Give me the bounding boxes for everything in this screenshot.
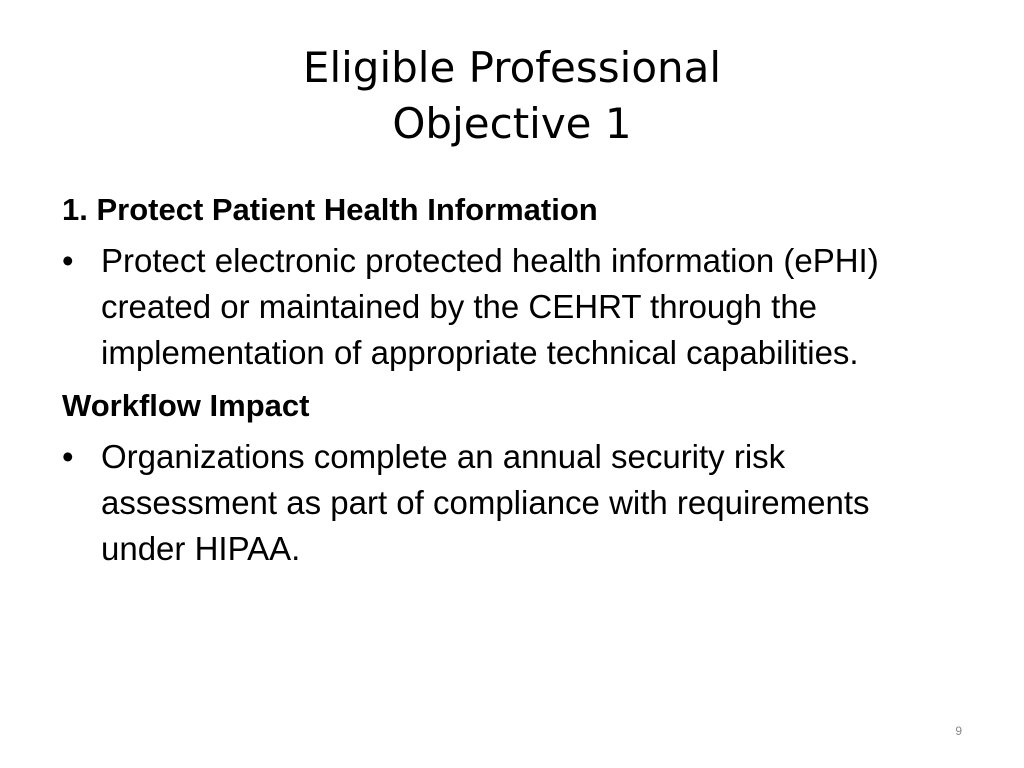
section-heading-workflow-impact: Workflow Impact — [62, 388, 310, 423]
bullet-dot-icon: • — [62, 242, 74, 279]
bullet-text: Protect electronic protected health information (ePHI) created or maintained by the CEHRT through the implementation of appropriate technical capabilities. — [101, 242, 879, 371]
bullet-item-protect-ephi — [62, 238, 962, 376]
page-number: 9 — [955, 724, 962, 738]
slide-body — [62, 188, 962, 572]
bullet-dot-icon: • — [62, 438, 74, 475]
slide-title — [0, 40, 1024, 152]
slide-title-line-2: Objective 1 — [392, 99, 632, 148]
section-heading-protect-phi: 1. Protect Patient Health Information — [62, 192, 598, 227]
bullet-text: Organizations complete an annual security risk assessment as part of compliance with requirements under HIPAA. — [101, 438, 870, 567]
slide-title-line-1: Eligible Professional — [302, 43, 722, 92]
bullet-item-risk-assessment — [62, 434, 962, 572]
